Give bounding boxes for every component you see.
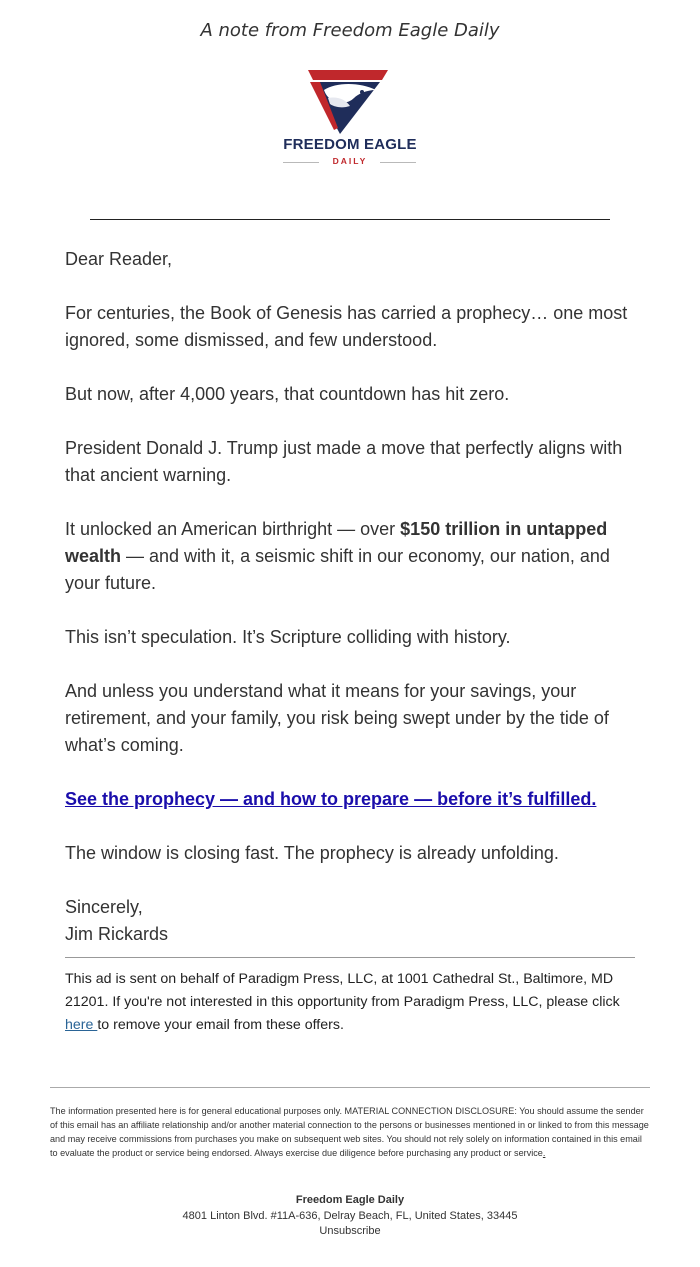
unsubscribe-link[interactable]: Unsubscribe — [319, 1225, 381, 1237]
greeting: Dear Reader, — [65, 249, 173, 269]
birthright-text-start: It unlocked an American birthright — over — [65, 519, 401, 539]
remove-email-link[interactable]: here — [65, 1017, 98, 1033]
fine-print-link[interactable]: . — [542, 1148, 546, 1158]
disclaimer-divider — [65, 957, 635, 958]
fine-print-text: The information presented here is for general educational purposes only. MATERIAL CONNECTION DISCLOSURE: You should assume the sender of this email has an affiliate relationship and/or another material connection to the persons or businesses mentioned in or linked to from this message and may receive commissions from purchases you make on subsequent web sites. You should not rely solely on information contained in this email to evaluate the product or service being endorsed. Always exercise due diligence before purchasing any product or service — [50, 1106, 649, 1158]
disclaimer-text: This ad is sent on behalf of Paradigm Press, LLC, at 1001 Cathedral St., Baltimore, MD 21201. If you're not interested in this opportunity from Paradigm Press, LLC, please click — [65, 971, 620, 1010]
paragraph-countdown: But now, after 4,000 years, that countdown has hit zero. — [65, 384, 510, 404]
paragraph-trump: President Donald J. Trump just made a move that perfectly aligns with that ancient warning. — [65, 438, 623, 485]
footer-address: 4801 Linton Blvd. #11A-636, Delray Beach, FL, United States, 33445 — [182, 1209, 518, 1222]
signature: Jim Rickards — [65, 924, 169, 944]
footer — [0, 1193, 700, 1240]
prophecy-cta-link[interactable]: See the prophecy — and how to prepare — before it’s fulfilled. — [65, 789, 597, 809]
paragraph-scripture: This isn’t speculation. It’s Scripture colliding with history. — [65, 627, 511, 647]
logo-subtitle: DAILY — [332, 156, 368, 166]
disclaimer-text-end: to remove your email from these offers. — [97, 1017, 344, 1033]
header-note: A note from Freedom Eagle Daily — [200, 20, 500, 41]
paragraph-birthright — [65, 516, 635, 597]
footer-divider — [50, 1087, 650, 1088]
logo-title: FREEDOM EAGLE — [283, 136, 417, 153]
closing: Sincerely, — [65, 897, 143, 917]
letter-body — [65, 246, 635, 948]
birthright-text-end: — and with it, a seismic shift in our economy, our nation, and your future. — [65, 546, 610, 593]
header-divider — [90, 219, 610, 220]
paragraph-warning: And unless you understand what it means for your savings, your retirement, and your family, you risk being swept under by the tide of what’s coming. — [65, 681, 609, 755]
wealth-highlight: $150 trillion in untapped wealth — [65, 519, 608, 566]
paragraph-genesis: For centuries, the Book of Genesis has carried a prophecy… one most ignored, some dismissed, and few understood. — [65, 303, 628, 350]
footer-company-name: Freedom Eagle Daily — [295, 1194, 405, 1206]
paragraph-window: The window is closing fast. The prophecy is already unfolding. — [65, 843, 559, 863]
ad-disclaimer — [65, 968, 640, 1037]
fine-print — [50, 1104, 652, 1160]
cta-paragraph — [65, 786, 635, 813]
